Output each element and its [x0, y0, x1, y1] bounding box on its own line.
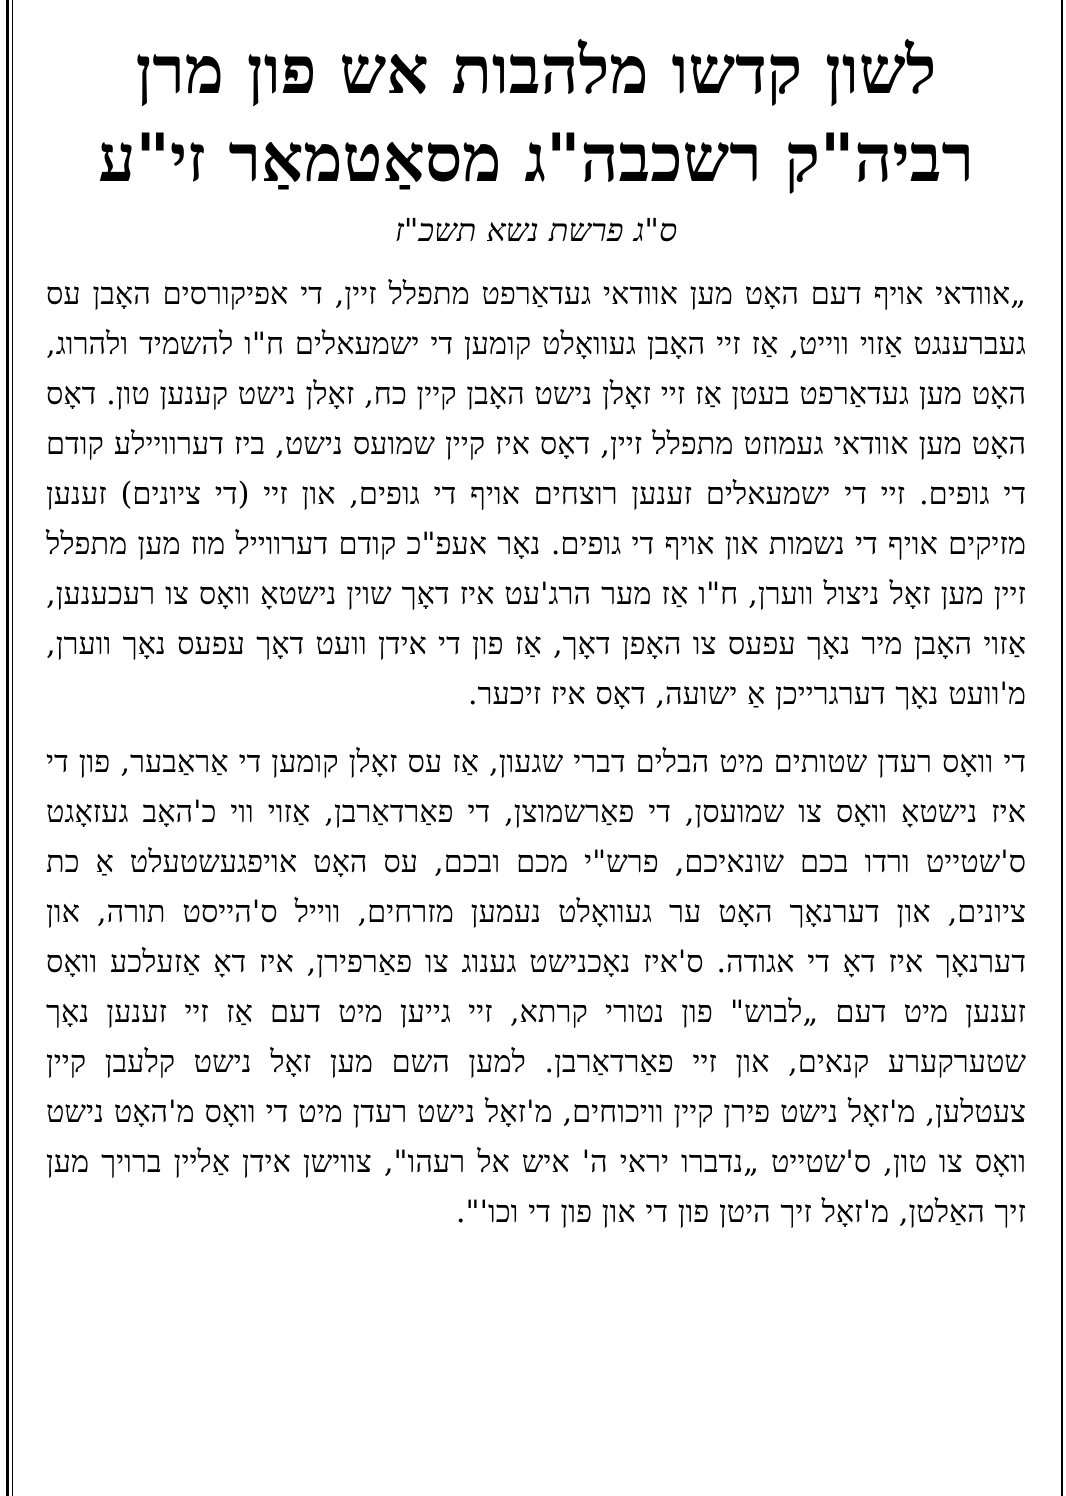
title-line-2: רביה"ק רשכבה"ג מסאַטמאַר זי"ע	[98, 119, 974, 197]
left-border-rule	[6, 0, 9, 1496]
left-border-inner-rule	[12, 0, 13, 1496]
document-content	[46, 26, 1026, 1238]
right-border-rule	[1061, 0, 1063, 1496]
body-paragraph-2: די וואָס רעדן שטותים מיט הבלים דברי שגעון, אַז עס זאָלן קומען די אַראַבער, פון די איז נישטאָ וואָס צו שמועסן, די פאַרשמוצן, די פאַרדאַרבן, אַזוי ווי כ'האָב געזאָגט ס'שטייט ורדו בכם שונאיכם, פרש"י מכם ובכם, עס האָט אויפגעשטעלט אַ כת ציונים, און דערנאָך האָט ער געוואָלט נעמען מזרחים, ווייל ס'הייסט תורה, און דערנאָך איז דאָ די אגודה. ס'איז נאָכנישט גענוג צו פאַרפירן, איז דאָ אַזעלכע וואָס זענען מיט דעם „לבוש" פון נטורי קרתא, זיי גייען מיט דעם אַז זיי זענען נאָך שטערקערע קנאים, און זיי פאַרדאַרבן. למען השם מען זאָל נישט קלעבן קיין צעטלען, מ'זאָל נישט פירן קיין וויכוחים, מ'זאָל נישט רעדן מיט די וואָס מ'האָט נישט וואָס צו טון, ס'שטייט „נדברו יראי ה' איש אל רעהו", צווישן אידן אַליין ברויך מען זיך האַלטן, מ'זאָל זיך היטן פון די און פון די וכו'".	[46, 745, 1026, 1230]
title-line-1: לשון קדשו מלהבות אש פון מרן	[135, 31, 937, 109]
body-paragraph-1: „אוודאי אויף דעם האָט מען אוודאי געדאַרפט מתפלל זיין, די אפיקורסים האָבן עס געברענגט אַזוי ווייט, אַז זיי האָבן געוואָלט קומען די ישמעאלים ח"ו להשמיד ולהרוג, האָט מען געדאַרפט בעטן אַז זיי זאָלן נישט האָבן קיין כח, זאָלן נישט קענען טון. דאָס האָט מען אוודאי געמוזט מתפלל זיין, דאָס איז קיין שמועס נישט, ביז דערוויילע קודם די גופים. זיי די ישמעאלים זענען רוצחים אויף די גופים, און זיי (די ציונים) זענען מזיקים אויף די נשמות און אויף די גופים. נאָר אעפ"כ קודם דערווייל מוז מען מתפלל זיין מען זאָל ניצול ווערן, ח"ו אַז מער הרג'עט איז דאָך שוין נישטאָ וואָס צו רעכענען, אַזוי האָבן מיר נאָך עפעס צו האָפן דאָך, אַז פון די אידן וועט דאָך עפעס נאָך ווערן, מ'וועט נאָך דערגרייכן אַ ישועה, דאָס איז זיכער.	[46, 277, 1026, 712]
document-title	[46, 26, 1026, 202]
document-subtitle: ס"ג פרשת נשא תשכ"ז	[394, 211, 678, 249]
